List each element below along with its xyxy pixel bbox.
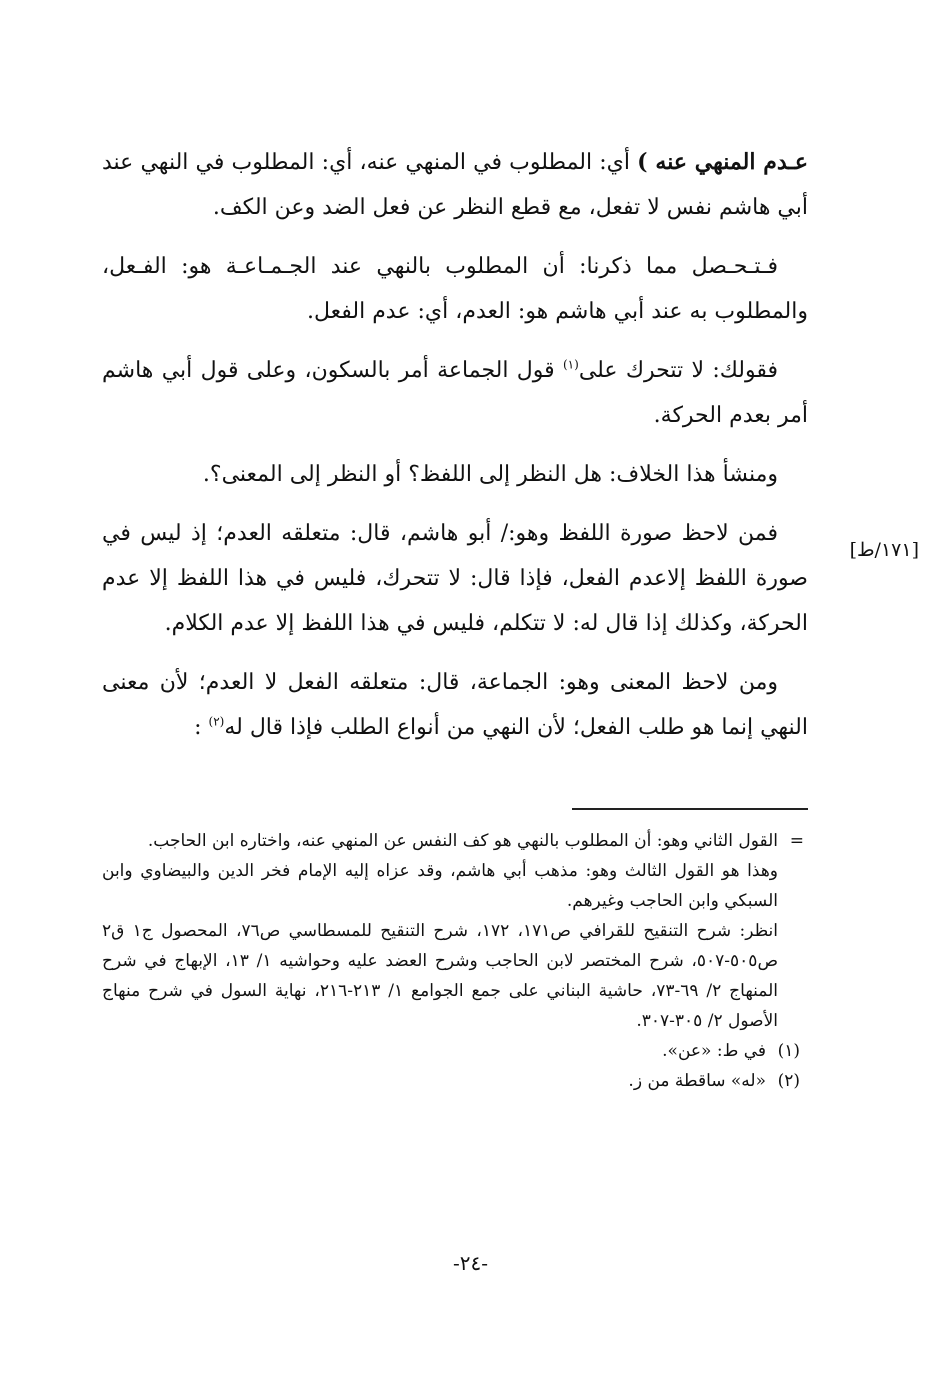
footnote-2-number: (٢) [777, 1071, 800, 1091]
paragraph-6-text-b: : [194, 715, 209, 740]
paragraph-3-text-a: فقولك: لا تتحرك على [578, 358, 778, 383]
paragraph-3-text-b: قول الجماعة أمر بالسكون، وعلى قول أبي هاشم أمر بعدم الحركة. [102, 358, 808, 428]
footnote-continuation [102, 826, 808, 856]
footnote-1-number: (١) [777, 1041, 800, 1061]
bold-term: عـدم المنهي عنه ) [637, 149, 808, 175]
footnote-2 [102, 1066, 808, 1096]
footnote-2-text: «له» ساقطة من ز. [628, 1071, 766, 1091]
continuation-mark: = [789, 831, 804, 851]
paragraph-1-text: أي: المطلوب في المنهي عنه، أي: المطلوب في النهي عند أبي هاشم نفس لا تفعل، مع قطع النظر عن فعل الضد وعن الكف. [102, 150, 808, 220]
main-text [102, 140, 808, 764]
footnote-third-opinion: وهذا هو القول الثالث وهو: مذهب أبي هاشم، وقد عزاه إليه الإمام فخر الدين والبيضاوي وابن السبكي وابن الحاجب وغيرهم. [102, 861, 778, 911]
manuscript-page-marker: [١٧١/ط] [849, 539, 919, 561]
footnote-1 [102, 1036, 808, 1066]
paragraph-5: فمن لاحظ صورة اللفظ وهو:/ أبو هاشم، قال: متعلقه العدم؛ إذ ليس في صورة اللفظ إلاعدم الفعل، فإذا قال: لا تتحرك، فليس في هذا اللفظ إلا عدم الحركة، وكذلك إذا قال له: لا تتكلم، فليس في هذا اللفظ إلا عدم الكلام. [102, 521, 808, 636]
paragraph-1 [102, 140, 808, 230]
paragraph-3 [102, 348, 808, 438]
footnote-1-text: في ط: «عن». [662, 1041, 766, 1061]
footnote-references: انظر: شرح التنقيح للقرافي ص١٧١، ١٧٢، شرح التنقيح للمسطاسي ص٧٦، المحصول ج١ ق٢ ص٥٠٥-٥٠٧، شرح المختصر لابن الحاجب وشرح العضد عليه وحواشيه ١/ ١٣، الإبهاج في شرح المنهاج ٢/ ٦٩-٧٣، حاشية البناني على جمع الجوامع ١/ ٢١٣-٢١٦، نهاية السول في شرح منهاج الأصول ٢/ ٣٠٥-٣٠٧. [102, 921, 779, 1031]
paragraph-4: ومنشأ هذا الخلاف: هل النظر إلى اللفظ؟ أو النظر إلى المعنى؟. [202, 462, 778, 487]
footnote-separator [572, 808, 808, 810]
footnote-ref-1: (١) [562, 357, 579, 372]
continuation-text: القول الثاني وهو: أن المطلوب بالنهي هو كف النفس عن المنهي عنه، واختاره ابن الحاجب. [147, 831, 778, 851]
paragraph-2: فـتـحـصل مما ذكرنا: أن المطلوب بالنهي عند الجـمـاعـة هو: الفـعل، والمطلوب به عند أبي هاشم هو: العدم، أي: عدم الفعل. [102, 254, 808, 324]
footnotes [102, 826, 808, 1096]
footnote-ref-2: (٢) [208, 714, 225, 729]
paragraph-6-text-a: ومن لاحظ المعنى وهو: الجماعة، قال: متعلقه الفعل لا العدم؛ لأن معنى النهي إنما هو طلب الفعل؛ لأن النهي من أنواع الطلب فإذا قال له [102, 670, 808, 740]
paragraph-6 [102, 660, 808, 750]
page-number: -٢٤- [452, 1251, 488, 1275]
